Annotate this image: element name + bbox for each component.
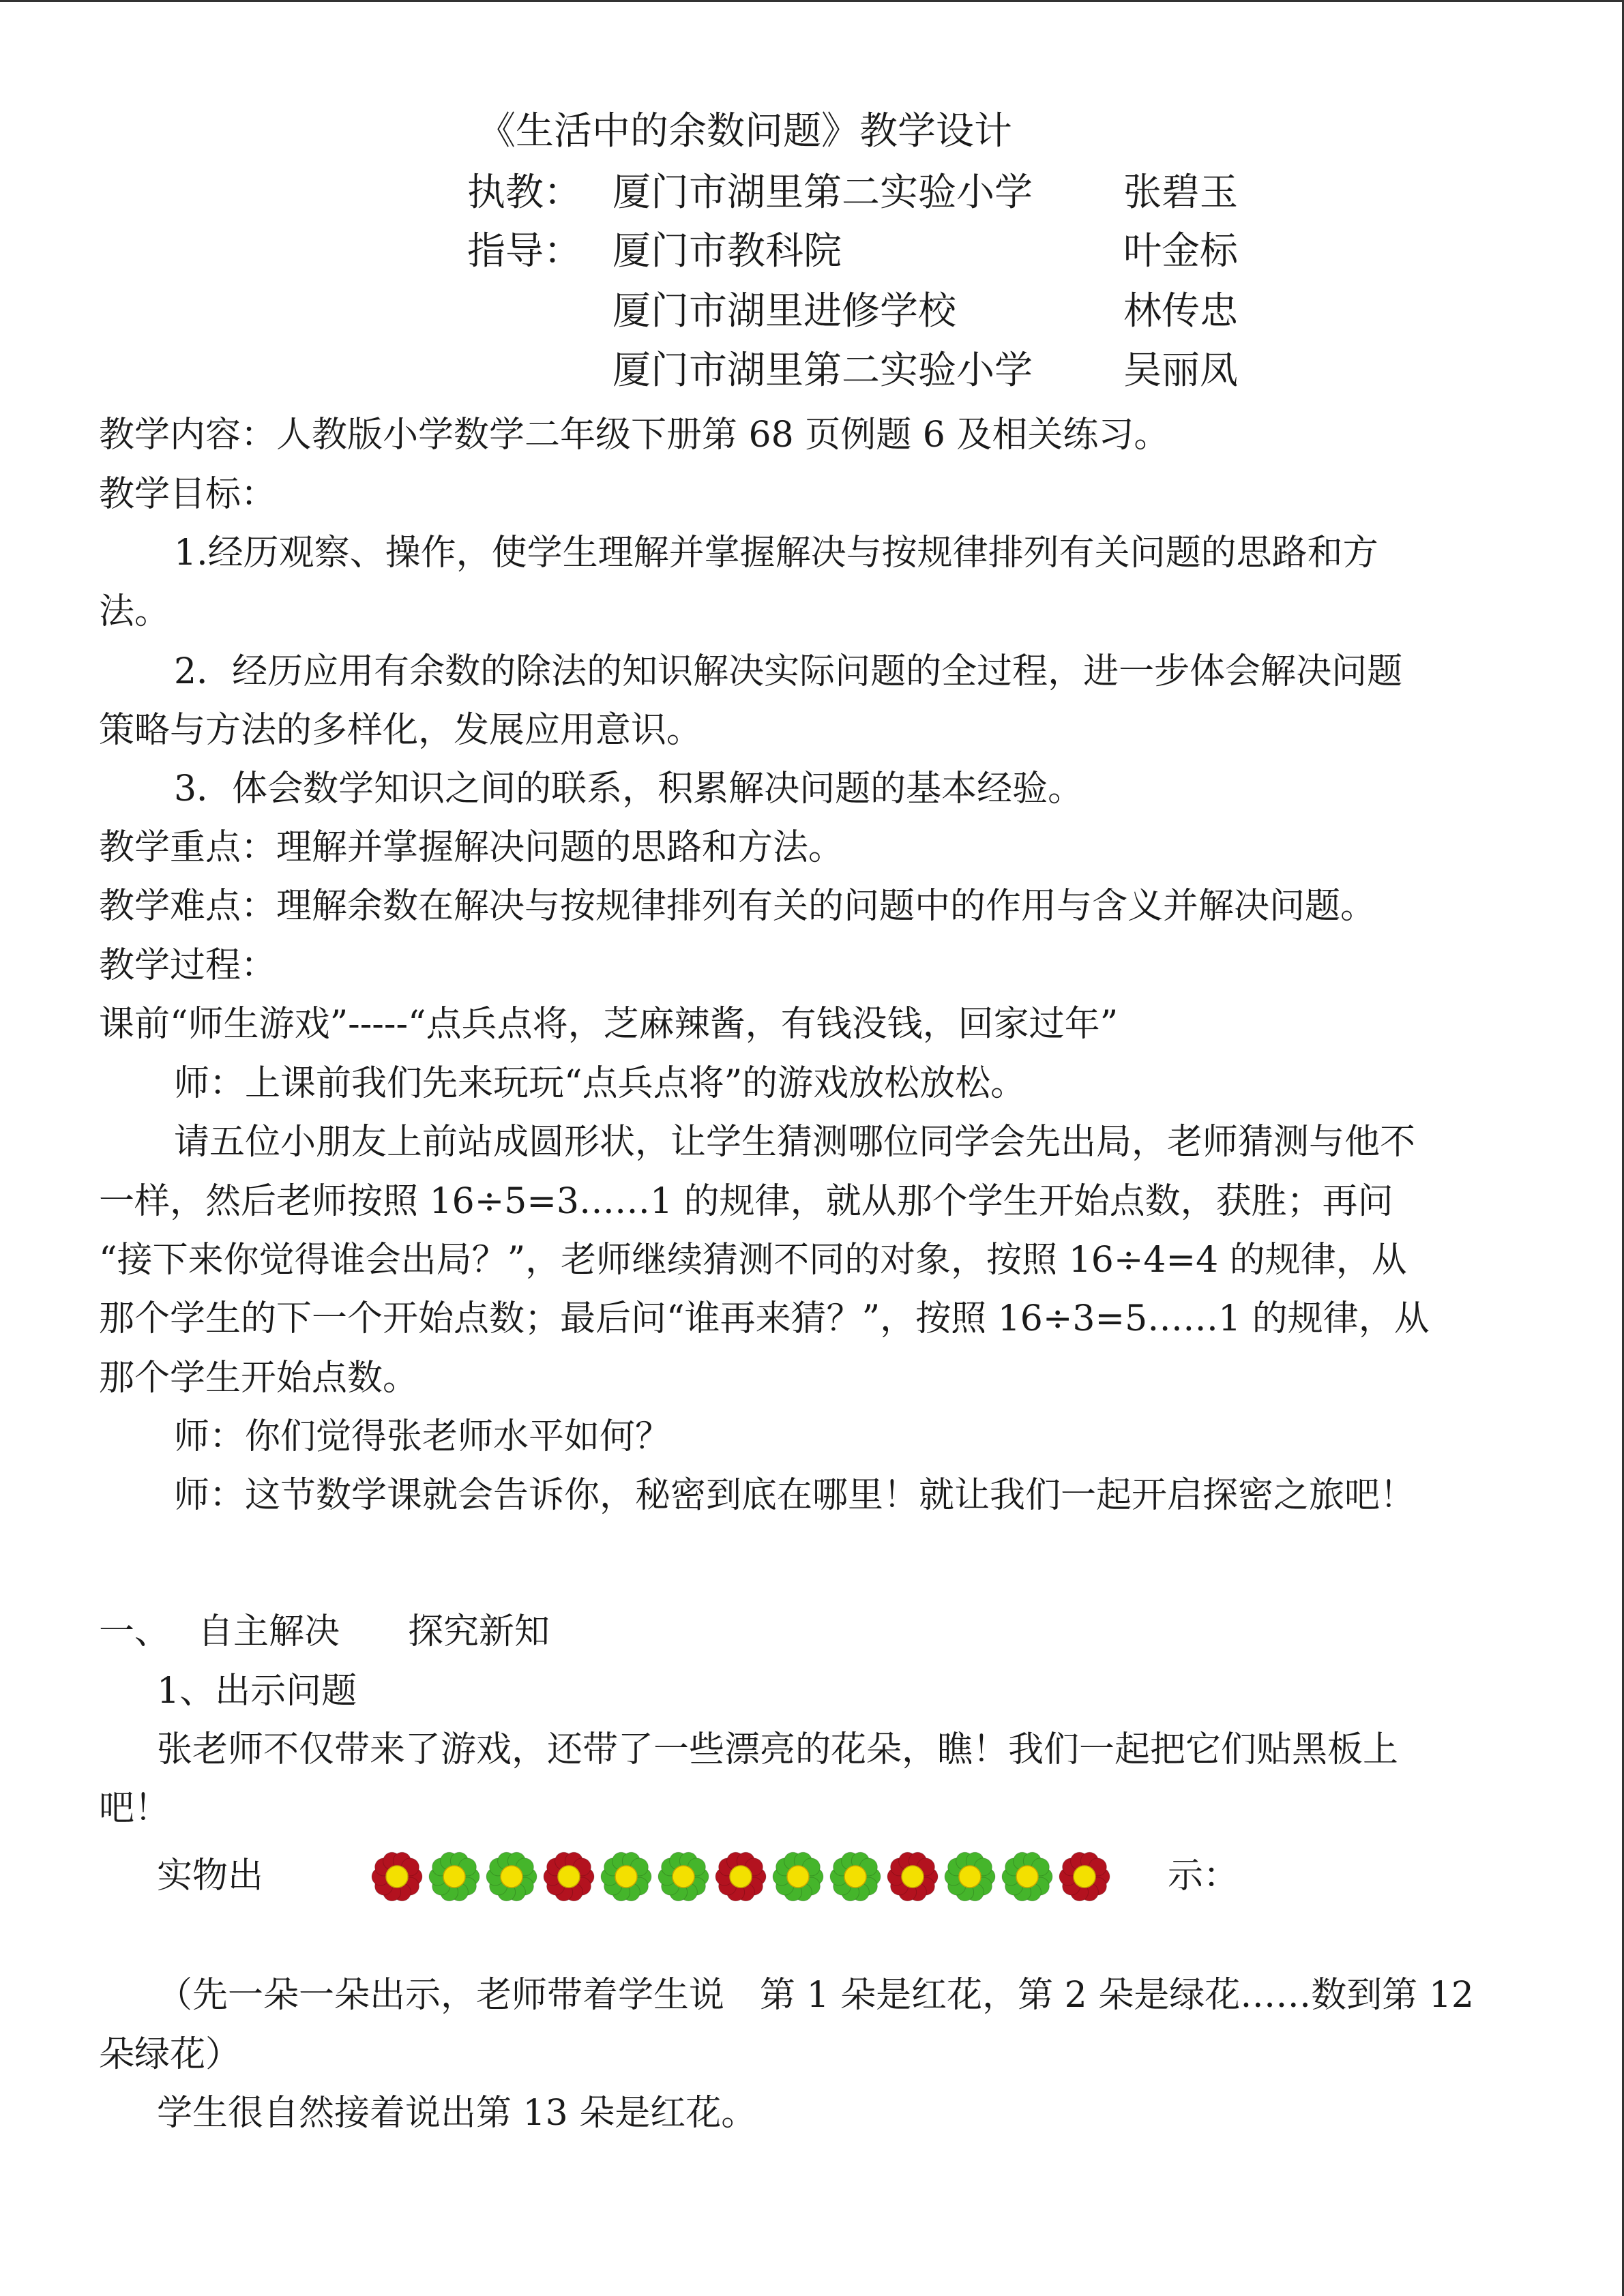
section-1-number: 一、 <box>99 1611 171 1652</box>
goal-1: 1.经历观察、操作，使学生理解并掌握解决与按规律排列有关问题的思路和方 <box>174 533 1378 573</box>
pre-class-game: 课前“师生游戏”-----“点兵点将，芝麻辣酱，有钱没钱，回家过年” <box>99 1004 1119 1045</box>
paragraph: 一样，然后老师按照 16÷5=3……1 的规律，就从那个学生开始点数，获胜；再问 <box>99 1181 1393 1222</box>
red-flower-icon <box>1056 1848 1113 1905</box>
guide-label: 指导： <box>467 229 582 273</box>
goal-3: 3．体会数学知识之间的联系，积累解决问题的基本经验。 <box>174 769 1084 809</box>
goal-1-cont: 法。 <box>99 591 171 632</box>
teacher-line: 师：你们觉得张老师水平如何？ <box>174 1416 671 1457</box>
subsection-1: 1、出示问题 <box>157 1671 357 1712</box>
green-flower-icon <box>827 1848 884 1905</box>
process-heading: 教学过程： <box>99 945 277 986</box>
credit-person: 林传忠 <box>1123 289 1238 333</box>
green-flower-icon <box>941 1848 999 1905</box>
goal-2: 2．经历应用有余数的除法的知识解决实际问题的全过程，进一步体会解决问题 <box>174 651 1403 692</box>
flower-row <box>368 1848 1132 1907</box>
page-border-top <box>0 0 1624 2</box>
object-display-label: 实物出 <box>157 1855 264 1896</box>
red-flower-icon <box>368 1848 426 1905</box>
teacher-line: 师：上课前我们先来玩玩“点兵点将”的游戏放松放松。 <box>174 1063 1027 1104</box>
teaching-content: 教学内容：人教版小学数学二年级下册第 68 页例题 6 及相关练习。 <box>99 415 1170 456</box>
goals-heading: 教学目标： <box>99 474 277 515</box>
credit-org: 厦门市湖里进修学校 <box>612 289 956 333</box>
object-display-label-end: 示： <box>1168 1855 1239 1896</box>
paragraph: 张老师不仅带来了游戏，还带了一些漂亮的花朵，瞧！我们一起把它们贴黑板上 <box>157 1729 1399 1770</box>
green-flower-icon <box>999 1848 1056 1905</box>
credit-org: 厦门市湖里第二实验小学 <box>612 170 1033 215</box>
green-flower-icon <box>769 1848 827 1905</box>
difficulty: 教学难点：理解余数在解决与按规律排列有关的问题中的作用与含义并解决问题。 <box>99 886 1376 927</box>
paragraph: 吧！ <box>99 1788 171 1829</box>
credit-person: 吴丽凤 <box>1123 348 1238 393</box>
paragraph: 学生很自然接着说出第 13 朵是红花。 <box>157 2093 757 2134</box>
key-point: 教学重点：理解并掌握解决问题的思路和方法。 <box>99 827 844 868</box>
document-title: 《生活中的余数问题》教学设计 <box>477 109 1012 153</box>
red-flower-icon <box>540 1848 597 1905</box>
paragraph: “接下来你觉得谁会出局？”，老师继续猜测不同的对象，按照 16÷4=4 的规律，从 <box>99 1240 1407 1281</box>
credit-person: 叶金标 <box>1123 229 1238 273</box>
green-flower-icon <box>597 1848 655 1905</box>
teach-label: 执教： <box>467 170 582 215</box>
credit-org: 厦门市教科院 <box>612 229 842 273</box>
red-flower-icon <box>712 1848 769 1905</box>
green-flower-icon <box>426 1848 483 1905</box>
green-flower-icon <box>655 1848 712 1905</box>
green-flower-icon <box>483 1848 540 1905</box>
paragraph: 朵绿花） <box>99 2034 241 2075</box>
paragraph: 那个学生开始点数。 <box>99 1358 419 1399</box>
section-1-title-b: 探究新知 <box>408 1611 550 1652</box>
paragraph: 请五位小朋友上前站成圆形状，让学生猜测哪位同学会先出局，老师猜测与他不 <box>174 1122 1416 1163</box>
red-flower-icon <box>884 1848 941 1905</box>
paragraph: （先一朵一朵出示，老师带着学生说 第 1 朵是红花，第 2 朵是绿花……数到第 12 <box>157 1975 1474 2016</box>
teacher-line: 师：这节数学课就会告诉你，秘密到底在哪里！就让我们一起开启探密之旅吧！ <box>174 1475 1416 1516</box>
credit-person: 张碧玉 <box>1123 170 1238 215</box>
paragraph: 那个学生的下一个开始点数；最后问“谁再来猜？”，按照 16÷3=5……1 的规律，从 <box>99 1298 1430 1339</box>
section-1-title-a: 自主解决 <box>198 1611 340 1652</box>
credit-org: 厦门市湖里第二实验小学 <box>612 348 1033 393</box>
goal-2-cont: 策略与方法的多样化，发展应用意识。 <box>99 710 703 751</box>
